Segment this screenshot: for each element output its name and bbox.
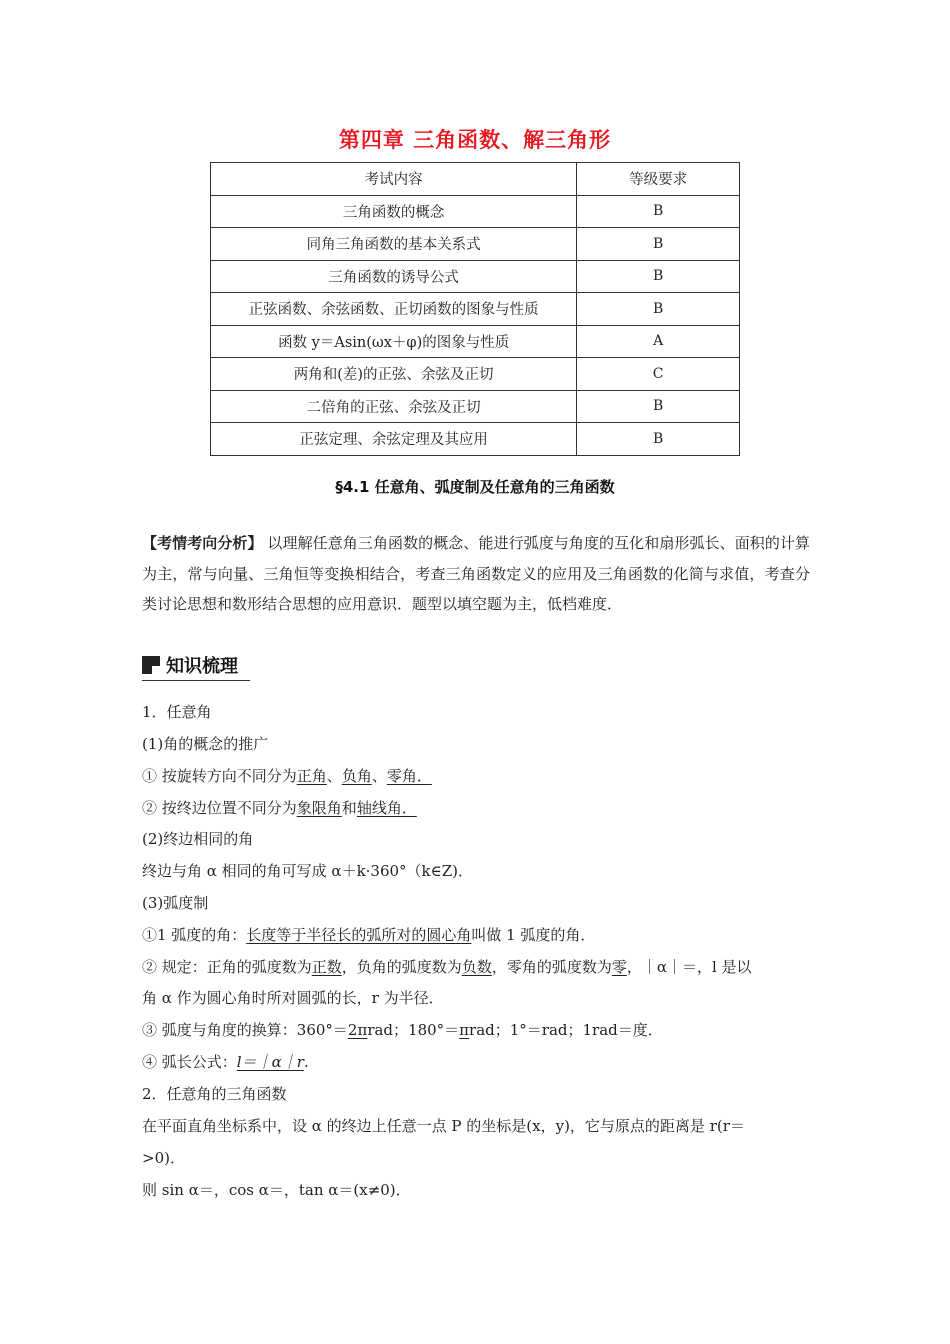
row-content: 三角函数的诱导公式 — [211, 260, 577, 293]
answer-arc-length-formula: l＝｜α｜r — [236, 1053, 304, 1071]
knowledge-heading — [142, 650, 250, 681]
text-segment: ① 按旋转方向不同分为 — [142, 767, 297, 785]
answer-axis-angle: 轴线角． — [356, 799, 417, 817]
table-row — [211, 325, 740, 358]
row-content: 三角函数的概念 — [211, 195, 577, 228]
radian-definition-line — [142, 924, 822, 946]
text-segment: . — [303, 1053, 309, 1071]
knowledge-label: 知识梳理 — [166, 656, 238, 677]
row-level: C — [577, 358, 740, 391]
table-row — [211, 423, 740, 456]
terminal-side-line — [142, 797, 822, 819]
answer-radian-definition: 长度等于半径长的弧所对的圆心角 — [246, 926, 472, 944]
column-header-content: 考试内容 — [211, 163, 577, 196]
row-content: 二倍角的正弦、余弦及正切 — [211, 390, 577, 423]
text-segment: 、 — [326, 767, 342, 785]
table-header-row — [211, 163, 740, 196]
table-row — [211, 260, 740, 293]
text-segment: 和 — [341, 799, 357, 817]
analysis-paragraph — [142, 528, 810, 620]
answer-negative-angle: 负角 — [341, 767, 372, 785]
answer-two-pi: 2π — [347, 1021, 368, 1039]
text-segment: ，负角的弧度数为 — [341, 958, 462, 976]
row-content: 同角三角函数的基本关系式 — [211, 228, 577, 261]
text-segment: ④ 弧长公式： — [142, 1053, 237, 1071]
arc-length-line — [142, 1051, 822, 1073]
chapter-title: 第四章 三角函数、解三角形 — [338, 128, 612, 152]
answer-zero-angle: 零角． — [386, 767, 432, 785]
text-segment: ，｜α｜＝，l 是以 — [626, 958, 752, 976]
table-row — [211, 195, 740, 228]
heading-arbitrary-angle: 1．任意角 — [142, 703, 212, 721]
conversion-line — [142, 1019, 822, 1041]
rotation-direction-line — [142, 765, 822, 787]
row-level: A — [577, 325, 740, 358]
table-row — [211, 358, 740, 391]
table-row — [211, 390, 740, 423]
answer-zero: 零 — [611, 958, 627, 976]
trig-definition-line: 在平面直角坐标系中，设 α 的终边上任意一点 P 的坐标是(x，y)，它与原点的距离是 r(r＝ — [142, 1117, 745, 1135]
answer-positive-angle: 正角 — [296, 767, 327, 785]
column-header-level: 等级要求 — [577, 163, 740, 196]
row-level: B — [577, 260, 740, 293]
trig-definition-continuation: >0)． — [142, 1149, 185, 1167]
text-segment: ①1 弧度的角： — [142, 926, 247, 944]
row-level: B — [577, 195, 740, 228]
section-square-icon — [142, 656, 160, 674]
text-segment: rad；1°＝rad；1rad＝度． — [469, 1021, 663, 1039]
row-content: 函数 y＝Asin(ωx＋φ)的图象与性质 — [211, 325, 577, 358]
analysis-text: 以理解任意角三角函数的概念、能进行弧度与角度的互化和扇形弧长、面积的计算为主，常与向量、三角恒等变换相结合，考查三角函数定义的应用及三角函数的化简与求值，考查分类讨论思想和数形结合思想的应用意识．题型以填空题为主，低档难度． — [142, 534, 810, 613]
table-row — [211, 293, 740, 326]
answer-quadrant-angle: 象限角 — [296, 799, 342, 817]
radian-rule-continuation: 角 α 作为圆心角时所对圆弧的长，r 为半径． — [142, 989, 444, 1007]
row-level: B — [577, 228, 740, 261]
analysis-tag: 【考情考向分析】 — [142, 534, 263, 552]
text-segment: 叫做 1 弧度的角． — [471, 926, 596, 944]
row-level: B — [577, 390, 740, 423]
trig-values-line: 则 sin α＝，cos α＝，tan α＝(x≠0)． — [142, 1181, 411, 1199]
table-row — [211, 228, 740, 261]
text-segment: 、 — [371, 767, 387, 785]
answer-pi: π — [459, 1021, 470, 1039]
text-segment: ② 按终边位置不同分为 — [142, 799, 297, 817]
text-segment: ，零角的弧度数为 — [491, 958, 612, 976]
answer-negative-number: 负数 — [461, 958, 492, 976]
text-segment: ② 规定：正角的弧度数为 — [142, 958, 312, 976]
section-title: §4.1 任意角、弧度制及任意角的三角函数 — [335, 478, 615, 496]
requirements-table — [210, 162, 740, 456]
row-level: B — [577, 293, 740, 326]
subheading-angle-concept: (1)角的概念的推广 — [142, 735, 269, 753]
answer-positive-number: 正数 — [311, 958, 342, 976]
subheading-radian: (3)弧度制 — [142, 894, 209, 912]
subheading-coterminal: (2)终边相同的角 — [142, 830, 254, 848]
text-segment: rad；180°＝ — [367, 1021, 460, 1039]
row-content: 两角和(差)的正弦、余弦及正切 — [211, 358, 577, 391]
row-content: 正弦函数、余弦函数、正切函数的图象与性质 — [211, 293, 577, 326]
coterminal-formula: 终边与角 α 相同的角可写成 α＋k·360°（k∈Z)． — [142, 862, 474, 880]
radian-rule-line — [142, 956, 822, 978]
heading-trig-functions: 2．任意角的三角函数 — [142, 1085, 287, 1103]
row-level: B — [577, 423, 740, 456]
text-segment: ③ 弧度与角度的换算：360°＝ — [142, 1021, 348, 1039]
row-content: 正弦定理、余弦定理及其应用 — [211, 423, 577, 456]
